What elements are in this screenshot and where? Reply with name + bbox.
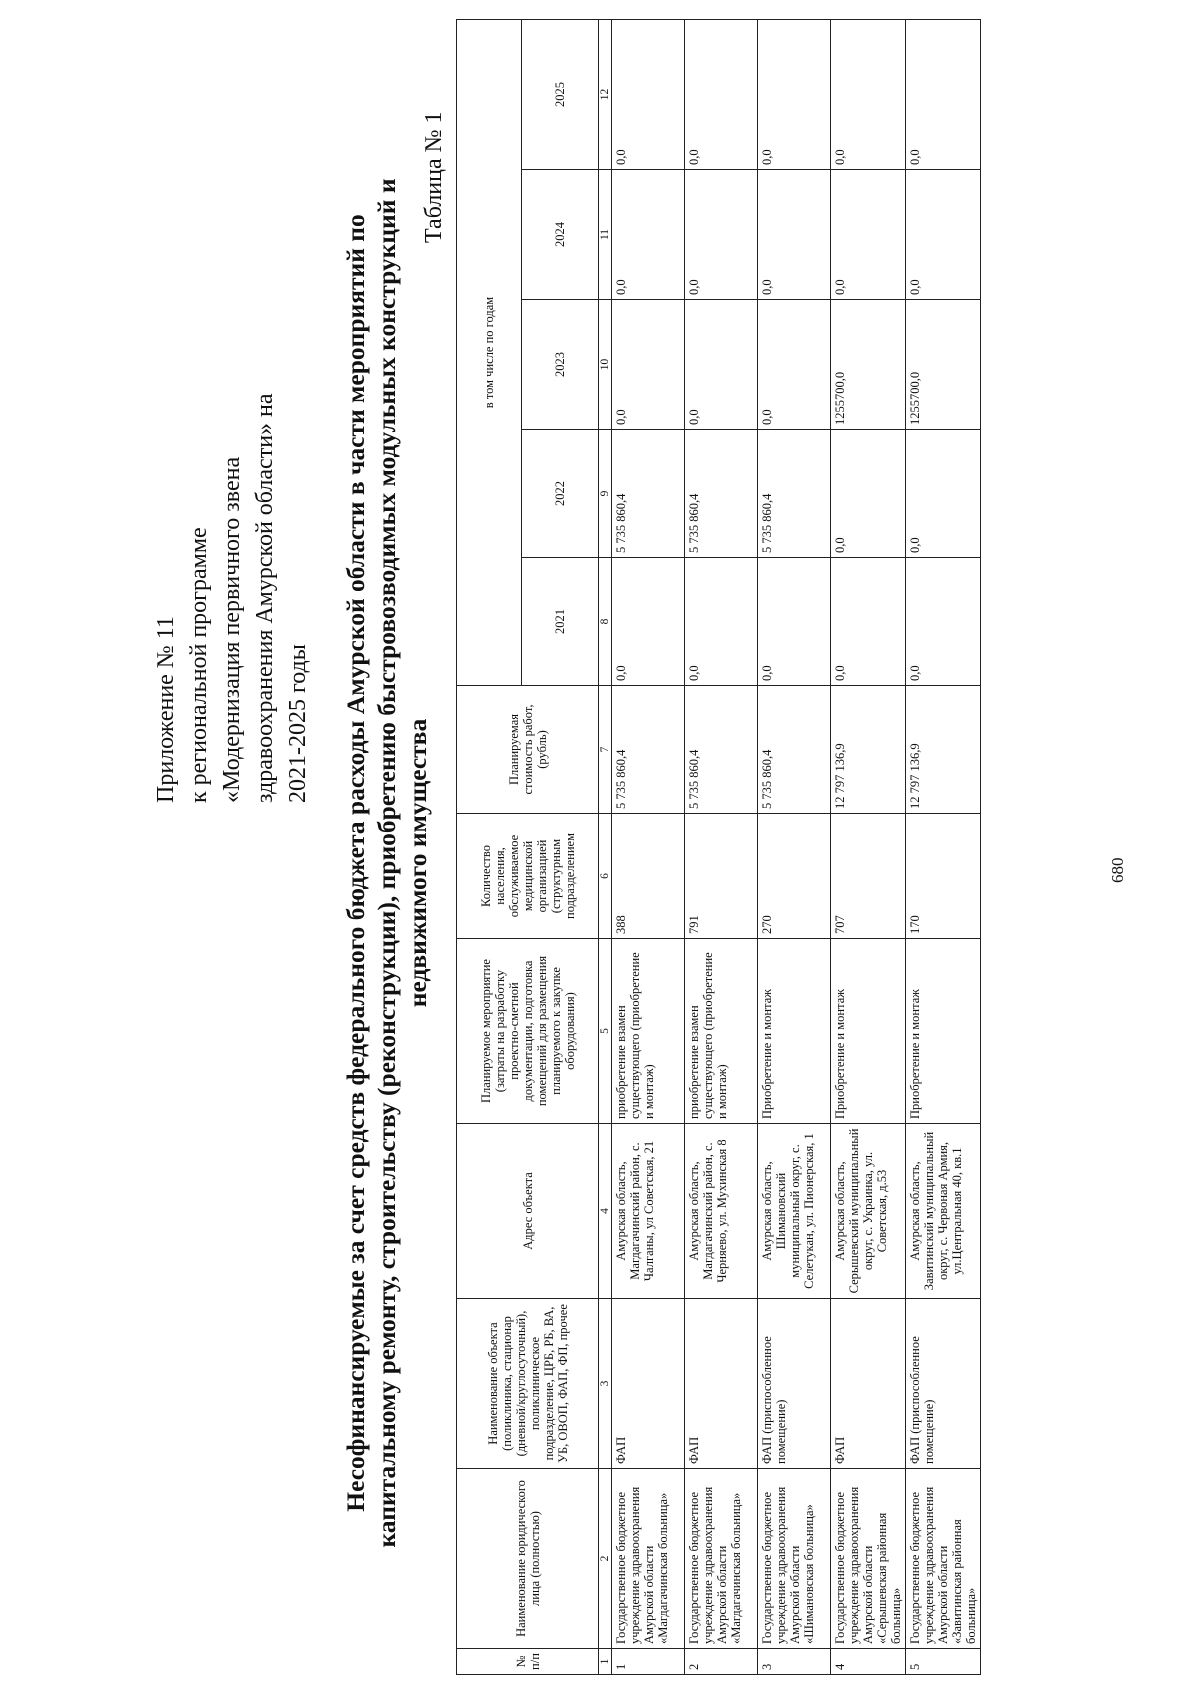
cell-year-value: 0,0: [612, 19, 685, 169]
column-number: 6: [599, 814, 612, 939]
cell-year-value: 0,0: [758, 170, 831, 300]
cell-year-value: 0,0: [685, 558, 758, 686]
cell-object-name: ФАП: [831, 1299, 906, 1469]
cell-cost: 5 735 860,4: [612, 686, 685, 814]
header-object-name: Наименование объекта (поликлиника, стационар (дневной/круглосуточный), поликлиническое подразделение, ЦРБ, РБ, ВА, УБ, ОВОП, ФАП, ФП, прочее: [457, 1299, 599, 1469]
cell-address: Амурская область, Шимановский муниципальный округ, с. Селетукан, ул. Пионерская, 1: [758, 1124, 831, 1299]
cell-year-value: 1255700,0: [831, 300, 906, 430]
header-year: 2023: [522, 300, 599, 430]
cell-address: Амурская область, Магдагачинский район, с. Чалганы, ул Советская, 21: [612, 1124, 685, 1299]
cell-year-value: 0,0: [831, 19, 906, 169]
cell-population: 388: [612, 814, 685, 939]
cell-year-value: 5 735 860,4: [612, 430, 685, 558]
cell-year-value: 0,0: [906, 430, 981, 558]
title-line: недвижимого имущества: [403, 718, 432, 1008]
cell-measure: Приобретение и монтаж: [758, 939, 831, 1124]
table-label: Таблица № 1: [421, 111, 447, 243]
cell-year-value: 0,0: [758, 19, 831, 169]
column-number: 5: [599, 939, 612, 1124]
cell-year-value: 0,0: [831, 558, 906, 686]
cell-population: 170: [906, 814, 981, 939]
cell-address: Амурская область, Магдагачинский район, с. Черняево, ул. Мухинская 8: [685, 1124, 758, 1299]
cell-cost: 5 735 860,4: [685, 686, 758, 814]
table-row: [612, 19, 685, 1674]
table-row: [831, 19, 906, 1674]
cell-measure: приобретение взамен существующего (приобретение и монтаж): [612, 939, 685, 1124]
column-number: 8: [599, 558, 612, 686]
cell-year-value: 0,0: [685, 170, 758, 300]
cell-legal-name: Государственное бюджетное учреждение здравоохранения Амурской области «Магдагачинская больница»: [612, 1469, 685, 1649]
cell-population: 707: [831, 814, 906, 939]
cell-num: 2: [685, 1649, 758, 1675]
header-legal-name: Наименование юридического лица (полностью): [457, 1469, 599, 1649]
cell-year-value: 0,0: [906, 558, 981, 686]
cell-measure: Приобретение и монтаж: [831, 939, 906, 1124]
table-row: [758, 19, 831, 1674]
cell-object-name: ФАП: [612, 1299, 685, 1469]
table-row: [685, 19, 758, 1674]
cell-year-value: 0,0: [831, 170, 906, 300]
header-num: № п/п: [457, 1649, 599, 1675]
cell-object-name: ФАП (приспособленное помещение): [758, 1299, 831, 1469]
cell-year-value: 5 735 860,4: [685, 430, 758, 558]
column-number: 10: [599, 300, 612, 430]
cell-measure: Приобретение и монтаж: [906, 939, 981, 1124]
appendix-line: «Модернизация первичного звена: [219, 456, 245, 803]
document-title: [340, 118, 433, 1608]
cell-year-value: 0,0: [612, 300, 685, 430]
cell-num: 3: [758, 1649, 831, 1675]
appendix-line: здравоохранения Амурской области» на: [252, 393, 278, 803]
header-year: 2021: [522, 558, 599, 686]
cell-address: Амурская область, Завитинский муниципальный округ, с. Червоная Армия, ул.Центральная 40, кв.1: [906, 1124, 981, 1299]
cell-year-value: 0,0: [758, 300, 831, 430]
table-row: [906, 19, 981, 1674]
cell-object-name: ФАП: [685, 1299, 758, 1469]
title-line: капитальному ремонту, строительству (реконструкции), приобретению быстровозводимых модульных конструкций и: [372, 178, 401, 1548]
cell-population: 791: [685, 814, 758, 939]
cell-cost: 12 797 136,9: [906, 686, 981, 814]
page-number: 680: [1108, 857, 1127, 883]
cell-year-value: 0,0: [612, 170, 685, 300]
cell-year-value: 0,0: [758, 558, 831, 686]
header-year: 2025: [522, 19, 599, 169]
cell-year-value: 0,0: [831, 430, 906, 558]
header-measure: Планируемое мероприятие (затраты на разработку проектно-сметной документации, подготовка помещений для размещения планируемого к закупке оборудования): [457, 939, 599, 1124]
header-years-group: в том числе по годам: [457, 19, 522, 685]
cell-cost: 12 797 136,9: [831, 686, 906, 814]
cell-num: 1: [612, 1649, 685, 1675]
appendix-line: к региональной программе: [186, 527, 212, 803]
cell-year-value: 0,0: [612, 558, 685, 686]
appendix-line: 2021-2025 годы: [285, 644, 311, 803]
cell-year-value: 5 735 860,4: [758, 430, 831, 558]
column-number-row: [599, 19, 612, 1674]
cell-legal-name: Государственное бюджетное учреждение здравоохранения Амурской области «Шимановская больница»: [758, 1469, 831, 1649]
cell-legal-name: Государственное бюджетное учреждение здравоохранения Амурской области «Магдагачинская больница»: [685, 1469, 758, 1649]
cell-legal-name: Государственное бюджетное учреждение здравоохранения Амурской области «Серышевская районная больница»: [831, 1469, 906, 1649]
cell-address: Амурская область, Серышевский муниципальный округ, с. Украинка, ул. Советская, д.53: [831, 1124, 906, 1299]
cell-measure: приобретение взамен существующего (приобретение и монтаж): [685, 939, 758, 1124]
cell-year-value: 0,0: [906, 19, 981, 169]
column-number: 12: [599, 19, 612, 169]
cell-population: 270: [758, 814, 831, 939]
column-number: 7: [599, 686, 612, 814]
cell-year-value: 1255700,0: [906, 300, 981, 430]
column-number: 2: [599, 1469, 612, 1649]
column-number: 1: [599, 1649, 612, 1675]
header-row: [457, 19, 522, 1674]
cell-legal-name: Государственное бюджетное учреждение здравоохранения Амурской области «Завитинская районная больница»: [906, 1469, 981, 1649]
column-number: 11: [599, 170, 612, 300]
cell-year-value: 0,0: [906, 170, 981, 300]
cell-cost: 5 735 860,4: [758, 686, 831, 814]
header-cost: Планируемая стоимость работ, (рубль): [457, 686, 599, 814]
title-line: Несофинансируемые за счет средств федерального бюджета расходы Амурской области в части мероприятий по: [341, 214, 370, 1512]
column-number: 9: [599, 430, 612, 558]
appendix-block: [150, 393, 315, 803]
cell-year-value: 0,0: [685, 300, 758, 430]
header-year: 2022: [522, 430, 599, 558]
column-number: 4: [599, 1124, 612, 1299]
cell-year-value: 0,0: [685, 19, 758, 169]
cell-object-name: ФАП (приспособленное помещение): [906, 1299, 981, 1469]
header-address: Адрес объекта: [457, 1124, 599, 1299]
cell-num: 5: [906, 1649, 981, 1675]
expenses-table: [456, 19, 981, 1675]
cell-num: 4: [831, 1649, 906, 1675]
header-year: 2024: [522, 170, 599, 300]
appendix-line: Приложение № 11: [153, 616, 179, 803]
column-number: 3: [599, 1299, 612, 1469]
header-population: Количество населения, обслуживаемое медицинской организацией (структурным подразделением: [457, 814, 599, 939]
